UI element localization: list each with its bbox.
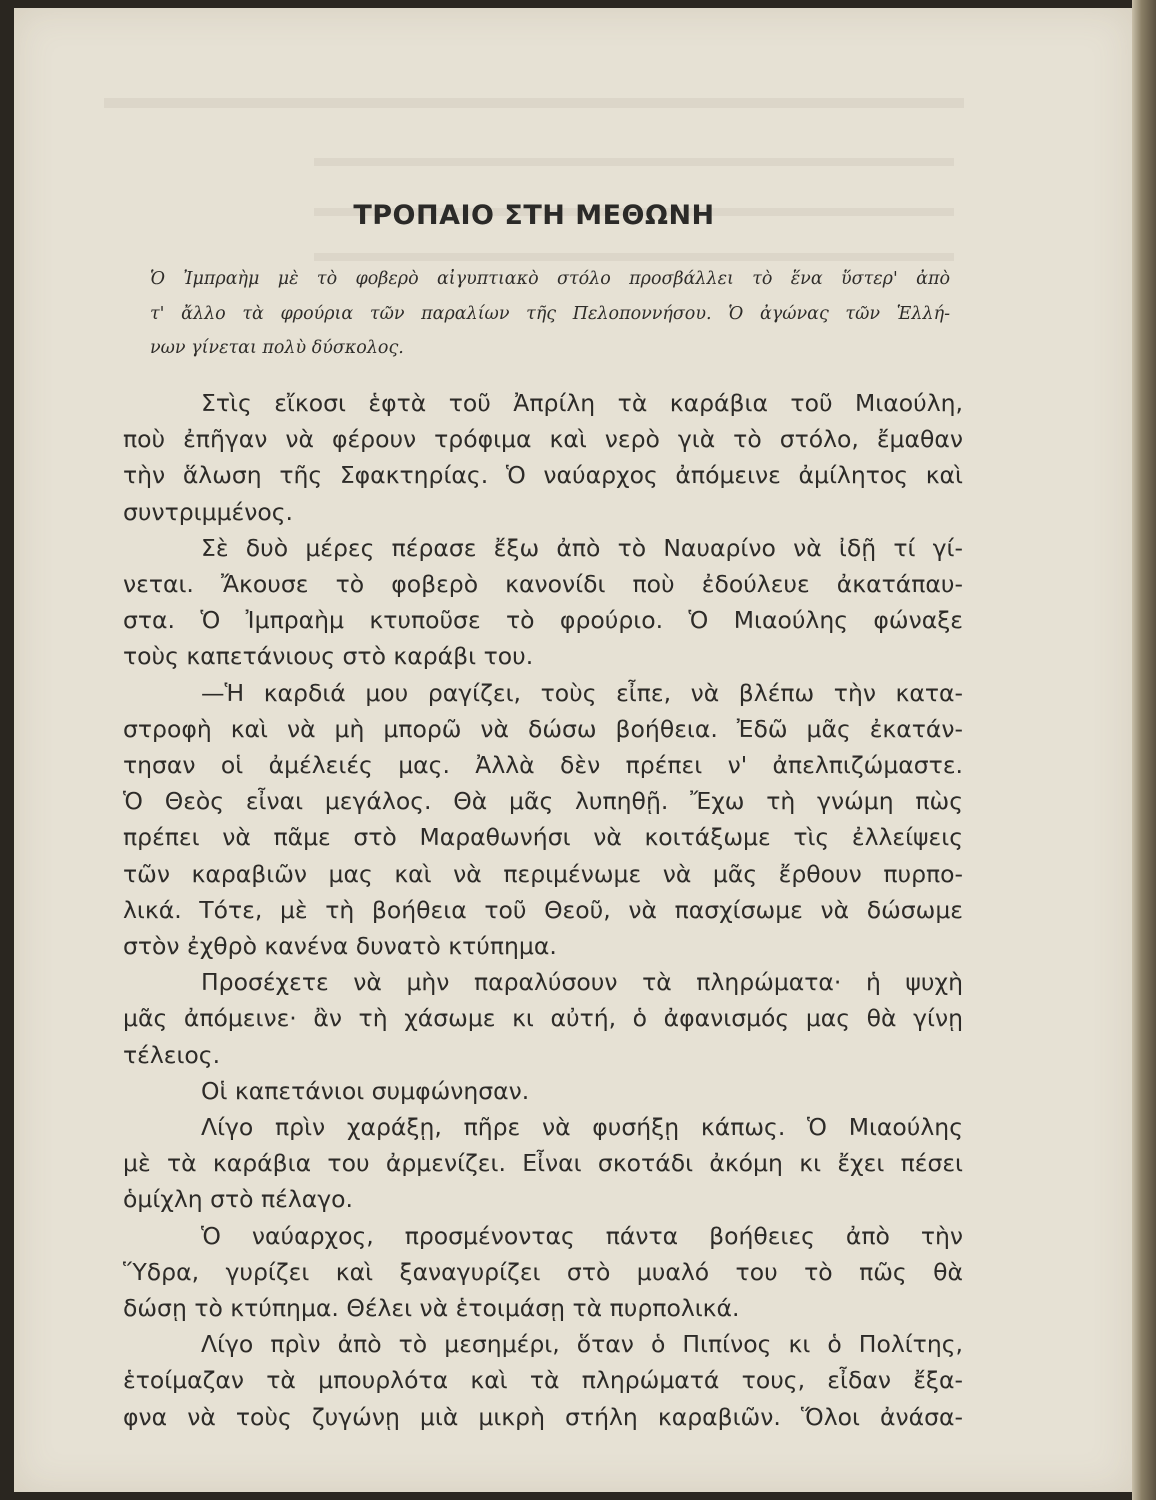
body-line: μὲ τὰ καράβια του ἀρμενίζει. Εἶναι σκοτάδι ἀκόμη κι ἔχει πέσει xyxy=(123,1149,963,1177)
body-line: —Ἡ καρδιά μου ραγίζει, τοὺς εἶπε, νὰ βλέπω τὴν κατα- xyxy=(201,679,963,707)
body-line: στα. Ὁ Ἰμπραὴμ κτυποῦσε τὸ φρούριο. Ὁ Μιαούλης φώναξε xyxy=(123,606,963,634)
body-line: Λίγο πρὶν ἀπὸ τὸ μεσημέρι, ὅταν ὁ Πιπίνος κι ὁ Πολίτης, xyxy=(201,1330,963,1358)
summary-line: τ' ἄλλο τὰ φρούρια τῶν παραλίων τῆς Πελοποννήσου. Ὁ ἀγώνας τῶν Ἑλλή- xyxy=(150,303,950,324)
body-line: συντριμμένος. xyxy=(123,498,294,526)
body-line: τοὺς καπετάνιους στὸ καράβι του. xyxy=(123,642,534,670)
body-line: Λίγο πρὶν χαράξῃ, πῆρε νὰ φυσήξῃ κάπως. Ὁ Μιαούλης xyxy=(201,1113,963,1141)
body-line: ὁμίχλη στὸ πέλαγο. xyxy=(123,1185,354,1213)
body-line: Σὲ δυὸ μέρες πέρασε ἔξω ἀπὸ τὸ Ναυαρίνο νὰ ἰδῇ τί γί- xyxy=(201,534,963,562)
chapter-title: ΤΡΟΠΑΙΟ ΣΤΗ ΜΕΘΩΝΗ xyxy=(353,200,715,232)
body-line: τέλειος. xyxy=(123,1041,221,1069)
body-line: φνα νὰ τοὺς ζυγώνῃ μιὰ μικρὴ στήλη καραβιῶν. Ὅλοι ἀνάσα- xyxy=(123,1403,963,1431)
summary-line: Ὁ Ἰμπραὴμ μὲ τὸ φοβερὸ αἰγυπτιακὸ στόλο προσβάλλει τὸ ἕνα ὕστερ' ἀπὸ xyxy=(150,269,950,289)
body-line: πρέπει νὰ πᾶμε στὸ Μαραθωνήσι νὰ κοιτάξωμε τὶς ἐλλείψεις xyxy=(123,823,963,851)
body-line: μᾶς ἀπόμεινε· ἂν τὴ χάσωμε κι αὐτή, ὁ ἀφανισμός μας θὰ γίνῃ xyxy=(123,1004,963,1032)
chapter-summary xyxy=(150,262,950,366)
body-line: Οἱ καπετάνιοι συμφώνησαν. xyxy=(201,1077,530,1105)
body-line: στροφὴ καὶ νὰ μὴ μπορῶ νὰ δώσω βοήθεια. Ἐδῶ μᾶς ἐκατάν- xyxy=(123,715,963,743)
body-line: δώσῃ τὸ κτύπημα. Θέλει νὰ ἑτοιμάσῃ τὰ πυρπολικά. xyxy=(123,1294,740,1322)
body-line: Ὕδρα, γυρίζει καὶ ξαναγυρίζει στὸ μυαλό του τὸ πῶς θὰ xyxy=(123,1258,963,1286)
body-line: νεται. Ἄκουσε τὸ φοβερὸ κανονίδι ποὺ ἐδούλευε ἀκατάπαυ- xyxy=(123,570,963,598)
body-line: τησαν οἱ ἀμέλειές μας. Ἀλλὰ δὲν πρέπει ν' ἀπελπιζώμαστε. xyxy=(123,751,963,779)
body-line: τῶν καραβιῶν μας καὶ νὰ περιμένωμε νὰ μᾶς ἔρθουν πυρπο- xyxy=(123,860,963,888)
body-line: τὴν ἅλωση τῆς Σφακτηρίας. Ὁ ναύαρχος ἀπόμεινε ἀμίλητος καὶ xyxy=(123,461,963,489)
body-line: ἑτοίμαζαν τὰ μπουρλότα καὶ τὰ πληρώματά τους, εἶδαν ἔξα- xyxy=(123,1366,963,1394)
body-line: Ὁ Θεὸς εἶναι μεγάλος. Θὰ μᾶς λυπηθῇ. Ἔχω τὴ γνώμη πὼς xyxy=(123,787,963,815)
body-line: στὸν ἐχθρὸ κανένα δυνατὸ κτύπημα. xyxy=(123,932,557,960)
body-line: Προσέχετε νὰ μὴν παραλύσουν τὰ πληρώματα· ἡ ψυχὴ xyxy=(201,968,963,996)
page-edge-shadow xyxy=(1132,0,1156,1500)
body-line: Ὁ ναύαρχος, προσμένοντας πάντα βοήθειες ἀπὸ τὴν xyxy=(201,1222,963,1250)
summary-line: νων γίνεται πολὺ δύσκολος. xyxy=(150,338,404,358)
body-line: Στὶς εἴκοσι ἑφτὰ τοῦ Ἀπρίλη τὰ καράβια τοῦ Μιαούλη, xyxy=(201,389,963,417)
body-line: λικά. Τότε, μὲ τὴ βοήθεια τοῦ Θεοῦ, νὰ πασχίσωμε νὰ δώσωμε xyxy=(123,896,963,924)
body-line: ποὺ ἐπῆγαν νὰ φέρουν τρόφιμα καὶ νερὸ γιὰ τὸ στόλο, ἔμαθαν xyxy=(123,425,963,453)
